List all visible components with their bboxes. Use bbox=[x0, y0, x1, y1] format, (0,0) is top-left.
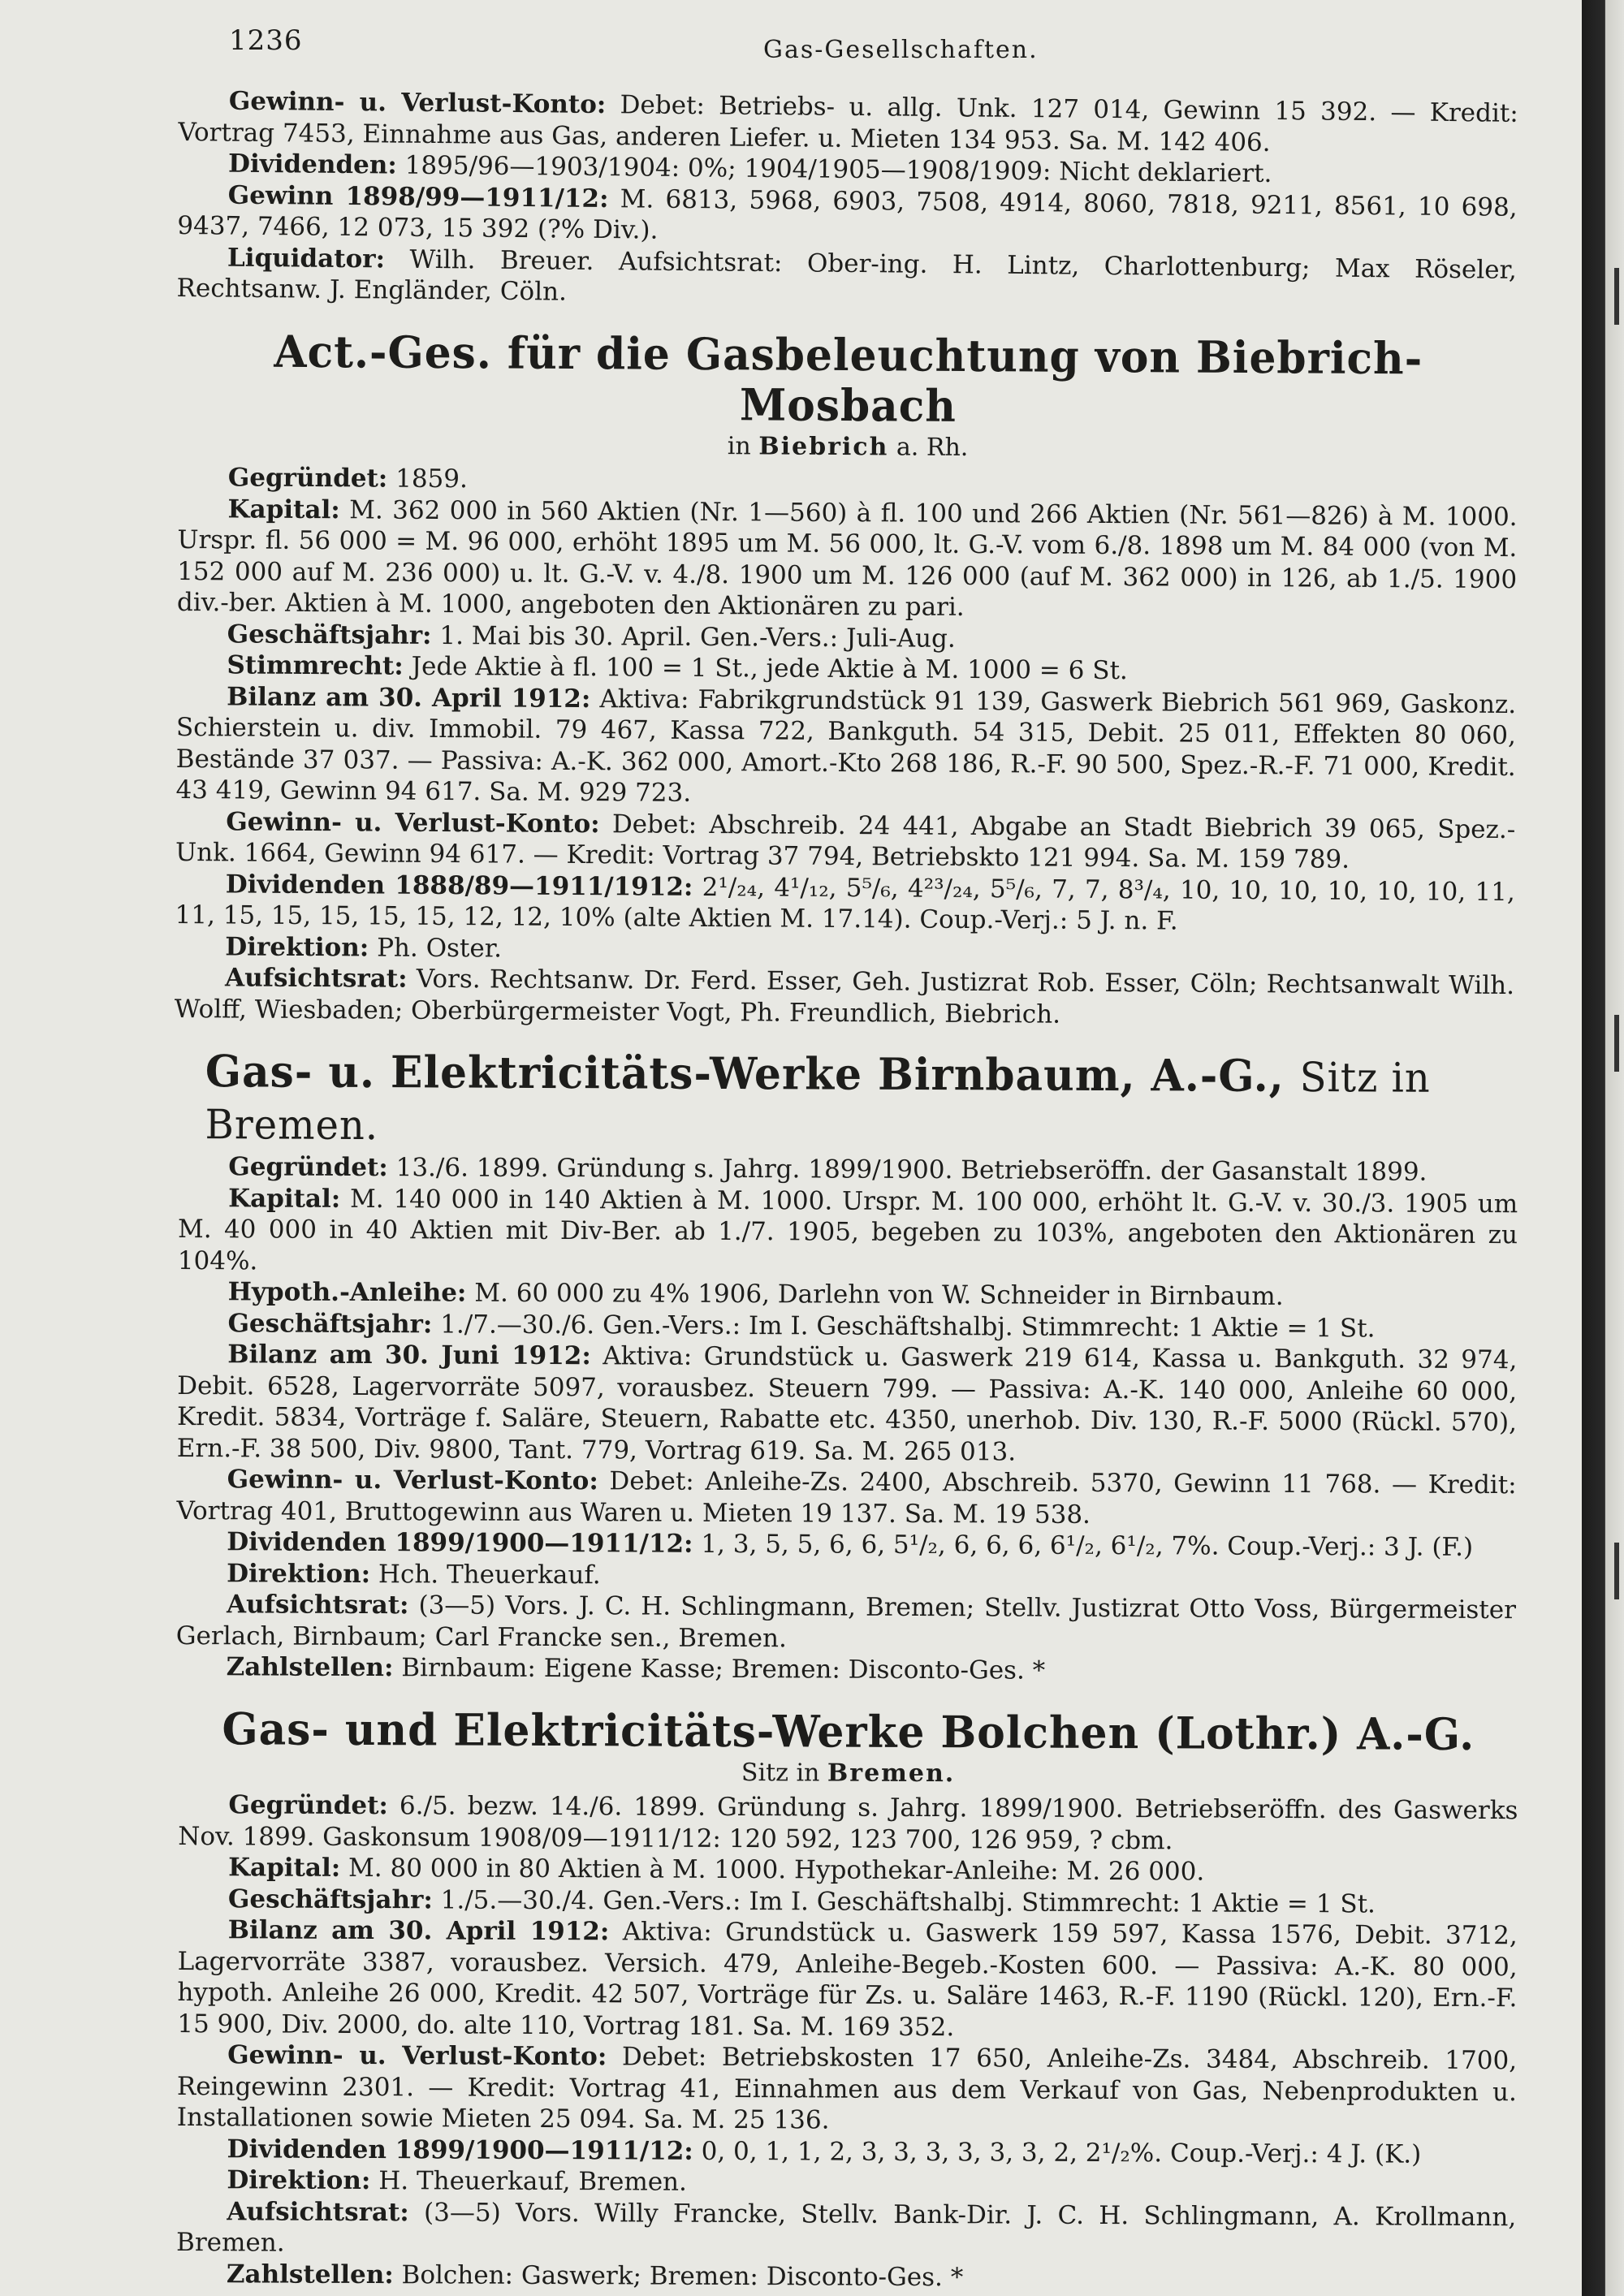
entry-field bbox=[177, 493, 1518, 626]
field-key: Stimmrecht: bbox=[227, 650, 404, 681]
entry-field bbox=[178, 1182, 1518, 1282]
field-text: 1895/96—1903/1904: 0%; 1904/1905—1908/1909: Nicht deklariert. bbox=[404, 150, 1272, 188]
field-key: Gewinn- u. Verlust-Konto: bbox=[228, 86, 607, 120]
field-text: 2¹/₂₄, 4¹/₁₂, 5⁵/₆, 4²³/₂₄, 5⁵/₆, 7, 7, 8³/₄, 10, 10, 10, 10, 10, 10, 11, 11, 15, 15, 15, 15, 15, 12, 12, 10% (alte Aktien M. 17.14). Coup.-Verj.: 5 J. n. F. bbox=[175, 871, 1515, 936]
page-number: 1236 bbox=[229, 24, 303, 57]
entry-field bbox=[176, 1651, 1516, 1688]
entry-field bbox=[176, 2195, 1516, 2264]
field-text: M. 80 000 in 80 Aktien à M. 1000. Hypothekar-Anleihe: M. 26 000. bbox=[348, 1853, 1205, 1887]
edge-mark bbox=[1614, 1015, 1619, 1072]
field-text: 1. Mai bis 30. April. Gen.-Vers.: Juli-Aug. bbox=[439, 619, 956, 653]
page-content bbox=[174, 85, 1518, 2296]
company-title-tail: Sitz in Bremen. bbox=[205, 1053, 1431, 1149]
field-text: (3—5) Vors. Willy Francke, Stellv. Bank-Dir. J. C. H. Schlingmann, A. Krollmann, Bremen. bbox=[176, 2197, 1517, 2258]
field-key: Geschäftsjahr: bbox=[227, 619, 432, 650]
field-key: Zahlstellen: bbox=[226, 1651, 394, 1682]
field-key: Direktion: bbox=[227, 1558, 371, 1589]
entry-field bbox=[177, 1307, 1517, 1344]
page-header bbox=[219, 24, 1549, 73]
company-title-main: Gas- u. Elektricitäts-Werke Birnbaum, A.-G., bbox=[205, 1044, 1285, 1102]
edge-mark bbox=[1614, 1543, 1619, 1599]
field-text: Birnbaum: Eigene Kasse; Bremen: Disconto-Ges. * bbox=[401, 1652, 1046, 1685]
field-key: Gewinn- u. Verlust-Konto: bbox=[227, 2040, 607, 2072]
entry-field bbox=[176, 1557, 1516, 1595]
entry-field bbox=[178, 1789, 1518, 1858]
company-subtitle bbox=[179, 1755, 1518, 1792]
entry-field bbox=[175, 805, 1515, 876]
field-text: Wilh. Breuer. Aufsichtsrat: Ober-ing. H. Lintz, Charlottenburg; Max Röseler, Rechtsanw. J. Engländer, Cöln. bbox=[176, 244, 1518, 307]
field-key: Kapital: bbox=[227, 494, 340, 524]
field-text: Aktiva: Grundstück u. Gaswerk 219 614, Kassa u. Bankguth. 32 974, Debit. 6528, Lagervorräte 5097, vorausbez. Steuern 799. — Passiva: A.-K. 140 000, Anleihe 60 000, Kredit. 5834, Vorträge f. Saläre, Steuern, Rabatte etc. 4350, unerhob. Div. 130, R.-F. 5000 (Rückl. 570), Ern.-F. 38 500, Div. 9800, Tant. 779, Vortrag 619. Sa. M. 265 013. bbox=[176, 1340, 1518, 1466]
field-text: 1859. bbox=[395, 464, 469, 494]
entry-field bbox=[178, 1150, 1518, 1188]
field-key: Geschäftsjahr: bbox=[227, 1308, 433, 1339]
entry-field bbox=[176, 2164, 1516, 2202]
field-key: Gewinn- u. Verlust-Konto: bbox=[227, 1464, 598, 1495]
entry-field bbox=[176, 241, 1517, 317]
company-subtitle bbox=[178, 427, 1518, 466]
field-text: Bolchen: Gaswerk; Bremen: Disconto-Ges. * bbox=[401, 2259, 964, 2292]
field-key: Geschäftsjahr: bbox=[227, 1884, 433, 1914]
field-key: Aufsichtsrat: bbox=[227, 2196, 409, 2227]
entry-field bbox=[175, 680, 1516, 814]
field-key: Gegründet: bbox=[227, 462, 388, 494]
field-key: Bilanz am 30. Juni 1912: bbox=[227, 1339, 591, 1370]
subtitle-prefix: Sitz in bbox=[741, 1759, 820, 1788]
field-text: Debet: Betriebs- u. allg. Unk. 127 014, Gewinn 15 392. — Kredit: Vortrag 7453, Einnahme aus Gas, anderen Liefer. u. Mieten 134 953. Sa. M. 142 406. bbox=[178, 90, 1518, 158]
entry-field bbox=[175, 961, 1514, 1032]
entry-biebrich-mosbach bbox=[175, 326, 1518, 1033]
field-key: Liquidator: bbox=[227, 243, 386, 274]
field-key: Dividenden 1899/1900—1911/12: bbox=[227, 2134, 693, 2166]
field-key: Aufsichtsrat: bbox=[226, 1589, 409, 1620]
field-text: 1./5.—30./4. Gen.-Vers.: Im I. Geschäftshalbj. Stimmrecht: 1 Aktie = 1 St. bbox=[440, 1884, 1376, 1918]
entry-field bbox=[177, 2039, 1517, 2139]
entry-continuation bbox=[176, 85, 1518, 317]
field-text: M. 60 000 zu 4% 1906, Darlehn von W. Schneider in Birnbaum. bbox=[474, 1278, 1284, 1311]
field-text: 1./7.—30./6. Gen.-Vers.: Im I. Geschäftshalbj. Stimmrecht: 1 Aktie = 1 St. bbox=[440, 1309, 1376, 1343]
field-key: Gegründet: bbox=[228, 1151, 388, 1182]
field-key: Gegründet: bbox=[228, 1790, 388, 1821]
field-text: Aktiva: Grundstück u. Gaswerk 159 597, Kassa 1576, Debit. 3712, Lagervorräte 3387, vorausbez. Versich. 479, Anleihe-Begeb.-Kosten 600. — Passiva: A.-K. 80 000, hypoth. Anleihe 26 000, Kredit. 42 507, Vorträge für Zs. u. Saläre 1463, R.-F. 1190 (Rückl. 120), Ern.-F. 15 900, Div. 2000, do. alte 110, Vortrag 181. Sa. M. 169 352. bbox=[177, 1917, 1518, 2042]
entry-field bbox=[177, 1914, 1518, 2045]
entry-field bbox=[177, 1338, 1518, 1469]
field-key: Direktion: bbox=[225, 931, 369, 962]
book-gutter-edge bbox=[1582, 0, 1624, 2296]
field-key: Direktion: bbox=[227, 2165, 371, 2196]
entry-bolchen bbox=[176, 1703, 1518, 2295]
field-key: Dividenden 1899/1900—1911/12: bbox=[227, 1526, 693, 1559]
field-text: 1, 3, 5, 5, 6, 6, 5¹/₂, 6, 6, 6, 6¹/₂, 6¹/₂, 7%. Coup.-Verj.: 3 J. (F.) bbox=[701, 1529, 1474, 1562]
field-text: H. Theuerkauf, Bremen. bbox=[378, 2166, 688, 2197]
company-title bbox=[205, 1046, 1492, 1155]
entry-field bbox=[176, 2258, 1516, 2295]
field-text: 13./6. 1899. Gründung s. Jahrg. 1899/1900. Betriebseröffn. der Gasanstalt 1899. bbox=[395, 1152, 1427, 1187]
field-text: 6./5. bezw. 14./6. 1899. Gründung s. Jahrg. 1899/1900. Betriebseröffn. des Gaswerks Nov. 1899. Gaskonsum 1908/09—1911/12: 120 592, 123 700, 126 959, ? cbm. bbox=[178, 1791, 1518, 1855]
field-text: Debet: Abschreib. 24 441, Abgabe an Stadt Biebrich 39 065, Spez.-Unk. 1664, Gewinn 94 617. — Kredit: Vortrag 37 794, Betriebskto 121 994. Sa. M. 159 789. bbox=[175, 809, 1516, 874]
entry-field bbox=[175, 868, 1514, 939]
field-text: Hch. Theuerkauf. bbox=[378, 1559, 601, 1590]
field-text: Debet: Anleihe-Zs. 2400, Abschreib. 5370, Gewinn 11 768. — Kredit: Vortrag 401, Bruttogewinn aus Waren u. Mieten 19 137. Sa. M. 19 538. bbox=[176, 1465, 1517, 1529]
entry-field bbox=[178, 1275, 1518, 1313]
company-title: Gas- und Elektricitäts-Werke Bolchen (Lothr.) A.-G. bbox=[222, 1703, 1475, 1760]
running-head: Gas-Gesellschaften. bbox=[763, 36, 1039, 64]
field-key: Dividenden: bbox=[227, 149, 398, 180]
field-text: 0, 0, 1, 1, 2, 3, 3, 3, 3, 3, 3, 2, 2¹/₂%. Coup.-Verj.: 4 J. (K.) bbox=[701, 2136, 1422, 2169]
subtitle-city: Biebrich bbox=[758, 431, 889, 461]
field-text: M. 6813, 5968, 6903, 7508, 4914, 8060, 7818, 9211, 8561, 10 698, 9437, 7466, 12 073, 15 392 (?% Div.). bbox=[177, 183, 1518, 245]
field-text: Jede Aktie à fl. 100 = 1 St., jede Aktie à M. 1000 = 6 St. bbox=[411, 651, 1128, 685]
field-key: Bilanz am 30. April 1912: bbox=[227, 681, 591, 714]
entry-field bbox=[176, 1526, 1516, 1563]
field-text: (3—5) Vors. J. C. H. Schlingmann, Bremen; Stellv. Justizrat Otto Voss, Bürgermeister Gerlach, Birnbaum; Carl Francke sen., Bremen. bbox=[175, 1590, 1517, 1653]
field-text: Ph. Oster. bbox=[377, 932, 503, 963]
entry-birnbaum bbox=[176, 1046, 1518, 1689]
entry-field bbox=[176, 1463, 1516, 1531]
field-key: Gewinn- u. Verlust-Konto: bbox=[226, 806, 600, 839]
subtitle-city: Bremen. bbox=[827, 1759, 956, 1789]
entry-field bbox=[178, 1852, 1518, 1889]
field-text: Debet: Betriebskosten 17 650, Anleihe-Zs. 3484, Abschreib. 1700, Reingewinn 2301. — Kredit: Vortrag 41, Einnahmen aus dem Verkauf von Gas, Nebenprodukten u. Installationen sowie Mieten 25 094. Sa. M. 25 136. bbox=[176, 2042, 1518, 2135]
company-title: Act.-Ges. für die Gasbeleuchtung von Biebrich-Mosbach bbox=[274, 325, 1423, 432]
field-text: Vors. Rechtsanw. Dr. Ferd. Esser, Geh. Justizrat Rob. Esser, Cöln; Rechtsanwalt Wilh. Wolff, Wiesbaden; Oberbürgermeister Vogt, Ph. Freundlich, Biebrich. bbox=[174, 964, 1515, 1029]
subtitle-suffix: a. Rh. bbox=[896, 432, 969, 462]
field-key: Bilanz am 30. April 1912: bbox=[227, 1915, 610, 1947]
field-key: Aufsichtsrat: bbox=[224, 962, 408, 994]
field-key: Hypoth.-Anleihe: bbox=[227, 1276, 467, 1308]
field-key: Gewinn 1898/99—1911/12: bbox=[227, 180, 609, 214]
field-text: Aktiva: Fabrikgrundstück 91 139, Gaswerk Biebrich 561 969, Gaskonz. Schierstein u. div. Immobil. 79 467, Kassa 722, Bankguth. 54 315, Debit. 25 011, Effekten 80 060, Bestände 37 037. — Passiva: A.-K. 362 000, Amort.-Kto 268 186, R.-F. 90 500, Spez.-R.-F. 71 000, Kredit. 43 419, Gewinn 94 617. Sa. M. 929 723. bbox=[175, 684, 1517, 808]
field-key: Kapital: bbox=[228, 1853, 341, 1883]
field-key: Zahlstellen: bbox=[226, 2259, 394, 2290]
field-key: Kapital: bbox=[228, 1183, 341, 1213]
subtitle-prefix: in bbox=[727, 431, 751, 460]
field-key: Dividenden 1888/89—1911/1912: bbox=[225, 869, 693, 901]
entry-field bbox=[176, 1588, 1516, 1656]
field-text: M. 140 000 in 140 Aktien à M. 1000. Urspr. M. 100 000, erhöht lt. G.-V. v. 30./3. 1905 um M. 40 000 in 40 Aktien mit Div-Ber. ab 1./7. 1905, begeben zu 103%, angeboten den Aktionären zu 104%. bbox=[177, 1183, 1518, 1275]
edge-mark bbox=[1614, 268, 1619, 325]
field-text: M. 362 000 in 560 Aktien (Nr. 1—560) à fl. 100 und 266 Aktien (Nr. 561—826) à M. 1000. Urspr. fl. 56 000 = M. 96 000, erhöht 1895 um M. 56 000, lt. G.-V. vom 6./8. 1898 um M. 84 000 (von M. 152 000 auf M. 236 000) u. lt. G.-V. v. 4./8. 1900 um M. 126 000 (auf M. 362 000) in 126, ab 1./5. 1900 div.-ber. Aktien à M. 1000, angeboten den Aktionären zu pari. bbox=[176, 494, 1518, 622]
